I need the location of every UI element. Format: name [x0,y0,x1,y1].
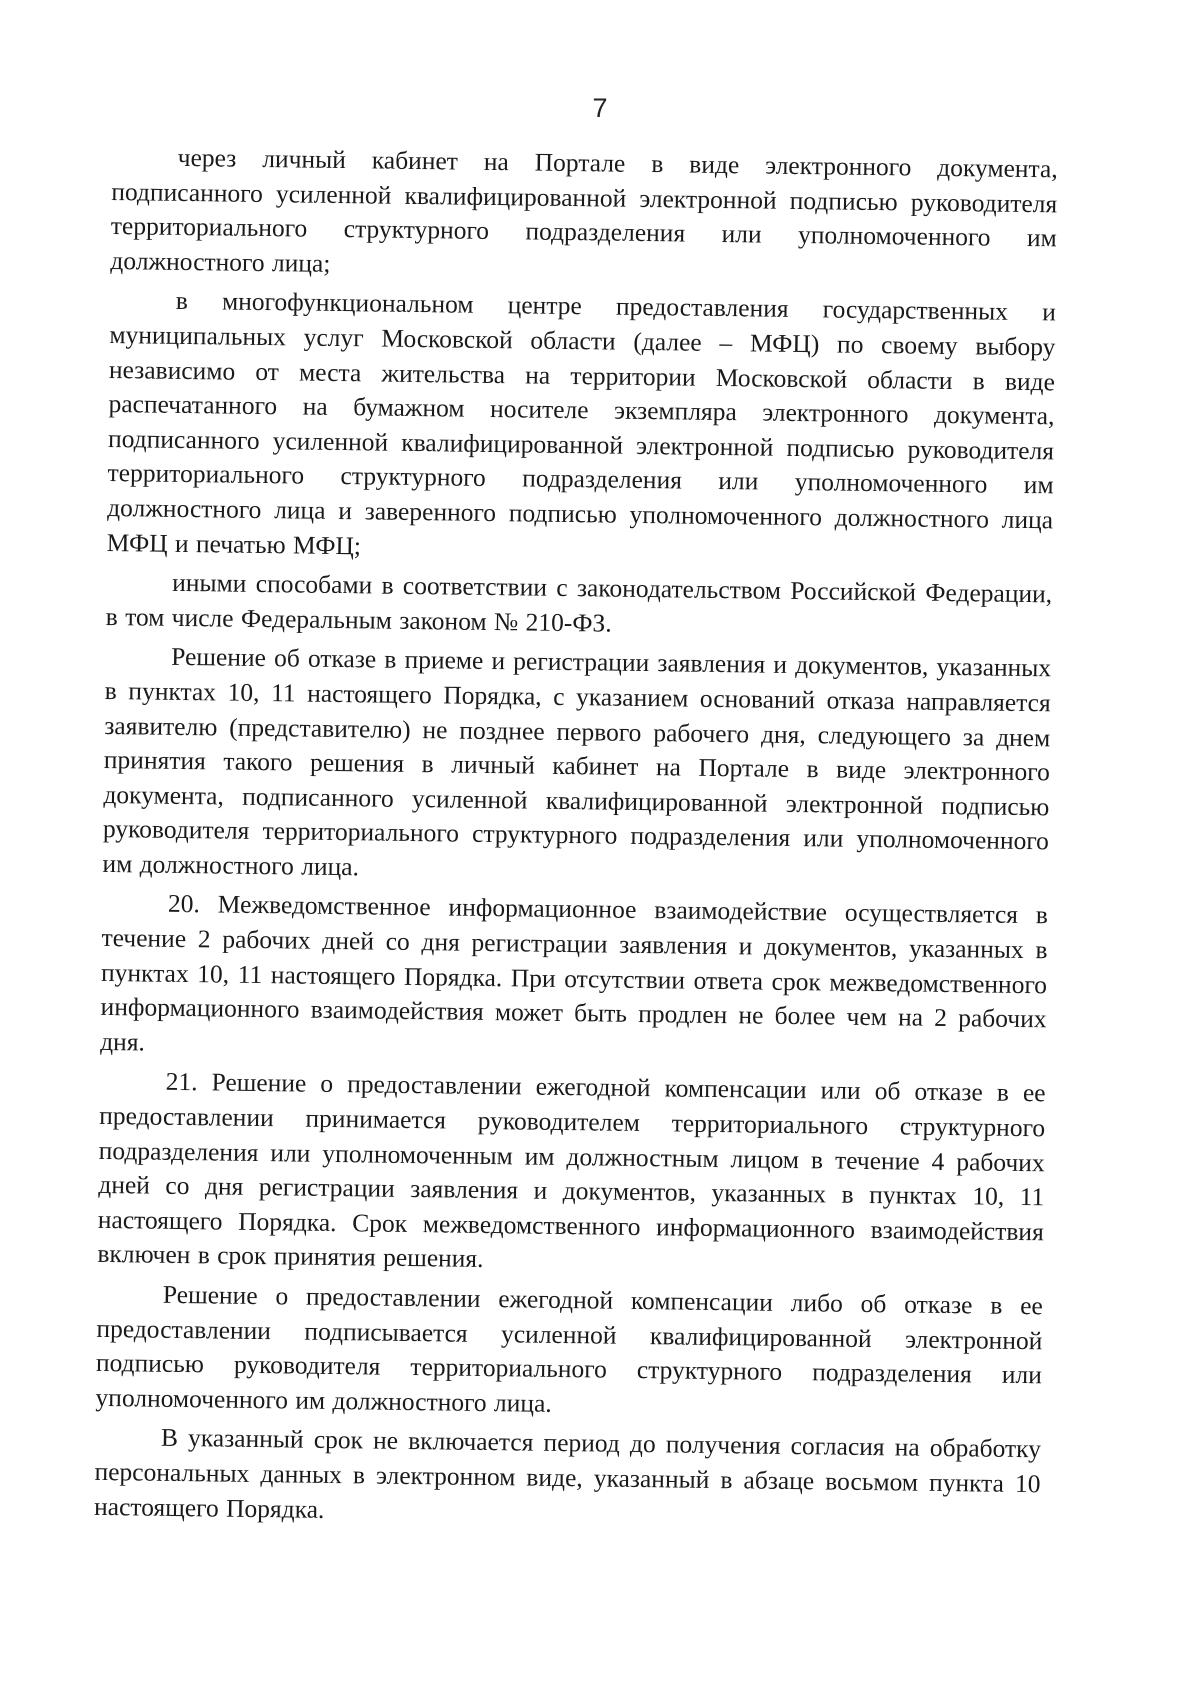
paragraph-decision-signature: Решение о предоставлении ежегодной компенсации либо об отказе в ее предоставлении подписывается усиленной квалифицированной электронной подписью руководителя территориального структурного подразделения или уполномоченного им должностного лица. [95,1279,1044,1418]
paragraph-mfc-delivery: в многофункциональном центре предоставления государственных и муниципальных услуг Московской области (далее – МФЦ) по своему выбору независимо от места жительства на территории Московской области в виде распечатанного на бумажном носителе экземпляра электронного документа, подписанного усиленной квалифицированной электронной подписью руководителя территориального структурного подразделения или уполномоченного им должностного лица и заверенного подписью уполномоченного должностного лица МФЦ и печатью МФЦ; [106,286,1057,560]
paragraph-item-21: 21. Решение о предоставлении ежегодной компенсации или об отказе в ее предоставлении принимается руководителем территориального структурного подразделения или уполномоченным им должностным лицом в течение 4 рабочих дней со дня регистрации заявления и документов, указанных в пунктах 10, 11 настоящего Порядка. Срок межведомственного информационного взаимодействия включен в срок принятия решения. [97,1067,1046,1274]
page-number: 7 [592,93,608,123]
paragraph-other-methods: иными способами в соответствии с законодательством Российской Федерации, в том числе Федеральным законом № 210-ФЗ. [105,567,1053,638]
paragraph-period-exclusion: В указанный срок не включается период до получения согласия на обработку персональных данных в электронном виде, указанный в абзаце восьмом пункта 10 настоящего Порядка. [93,1423,1042,1524]
paragraph-portal-delivery: через личный кабинет на Портале в виде электронного документа, подписанного усиленной квалифицированной электронной подписью руководителя территориального структурного подразделения или уполномоченного им должностного лица; [110,142,1058,278]
paragraph-refusal-decision: Решение об отказе в приеме и регистрации заявления и документов, указанных в пунктах 10, 11 настоящего Порядка, с указанием оснований отказа направляется заявителю (представителю) не позднее первого рабочего дня, следующего за днем принятия такого решения в личный кабинет на Портале в виде электронного документа, подписанного усиленной квалифицированной электронной подписью руководителя территориального структурного подразделения или уполномоченного им должностного лица. [102,642,1052,882]
paragraph-item-20: 20. Межведомственное информационное взаимодействие осуществляется в течение 2 рабочих дней со дня регистрации заявления и документов, указанных в пунктах 10, 11 настоящего Порядка. При отсутствии ответа срок межведомственного информационного взаимодействия может быть продлен не более чем на 2 рабочих дня. [100,889,1049,1057]
document-body [94,140,1058,1541]
